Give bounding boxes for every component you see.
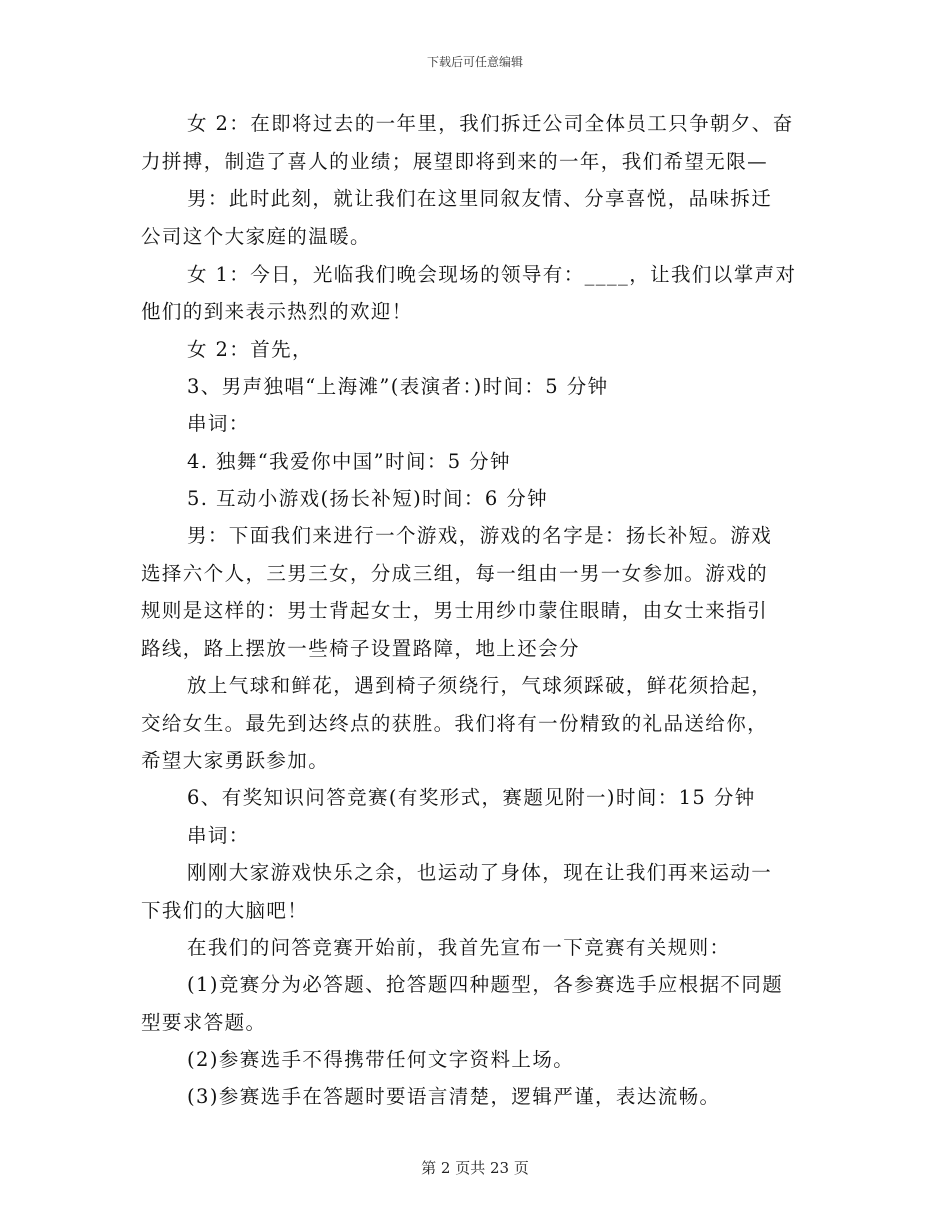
text-line: 串词： xyxy=(187,824,250,847)
text-line: 公司这个大家庭的温暖。 xyxy=(141,225,371,248)
text-line: (2)参赛选手不得携带任何文字资料上场。 xyxy=(187,1048,575,1071)
text-line: 刚刚大家游戏快乐之余，也运动了身体，现在让我们再来运动一 xyxy=(187,861,773,884)
text-line: 4. 独舞“我爱你中国”时间：5 分钟 xyxy=(187,450,511,473)
text-line: 下我们的大脑吧！ xyxy=(141,899,309,922)
text-line: 路线，路上摆放一些椅子设置路障，地上还会分 xyxy=(141,637,580,660)
text-line: 男：下面我们来进行一个游戏，游戏的名字是：扬长补短。游戏 xyxy=(187,524,773,547)
text-line: 在我们的问答竞赛开始前，我首先宣布一下竞赛有关规则： xyxy=(187,936,731,959)
text-line: 6、有奖知识问答竞赛(有奖形式，赛题见附一)时间：15 分钟 xyxy=(187,786,756,809)
text-line: 选择六个人，三男三女，分成三组，每一组由一男一女参加。游戏的 xyxy=(141,562,769,585)
text-line: 5. 互动小游戏(扬长补短)时间：6 分钟 xyxy=(187,487,549,510)
text-line: 希望大家勇跃参加。 xyxy=(141,749,330,772)
text-line: 女 2：在即将过去的一年里，我们拆迁公司全体员工只争朝夕、奋 xyxy=(187,112,794,135)
text-line: 他们的到来表示热烈的欢迎！ xyxy=(141,300,413,323)
text-line: 女 1：今日，光临我们晚会现场的领导有：____，让我们以掌声对 xyxy=(187,263,797,286)
text-line: 力拼搏，制造了喜人的业绩；展望即将到来的一年，我们希望无限— xyxy=(141,150,769,173)
text-line: 女 2：首先， xyxy=(187,338,313,361)
text-line: 交给女生。最先到达终点的获胜。我们将有一份精致的礼品送给你， xyxy=(141,712,769,735)
page-header: 下载后可任意编辑 xyxy=(426,55,523,69)
text-line: 3、男声独唱“上海滩”(表演者：)时间：5 分钟 xyxy=(187,375,609,398)
text-line: (3)参赛选手在答题时要语言清楚，逻辑严谨，表达流畅。 xyxy=(187,1085,721,1108)
text-line: (1)竞赛分为必答题、抢答题四种题型，各参赛选手应根据不同题 xyxy=(187,973,784,996)
text-line: 串词： xyxy=(187,412,250,435)
text-line: 放上气球和鲜花，遇到椅子须绕行，气球须踩破，鲜花须拾起， xyxy=(187,674,773,697)
text-line: 男：此时此刻，就让我们在这里同叙友情、分享喜悦，品味拆迁 xyxy=(187,187,773,210)
text-line: 规则是这样的：男士背起女士，男士用纱巾蒙住眼睛，由女士来指引 xyxy=(141,599,769,622)
page-footer: 第 2 页共 23 页 xyxy=(421,1159,529,1177)
text-line: 型要求答题。 xyxy=(141,1011,267,1034)
